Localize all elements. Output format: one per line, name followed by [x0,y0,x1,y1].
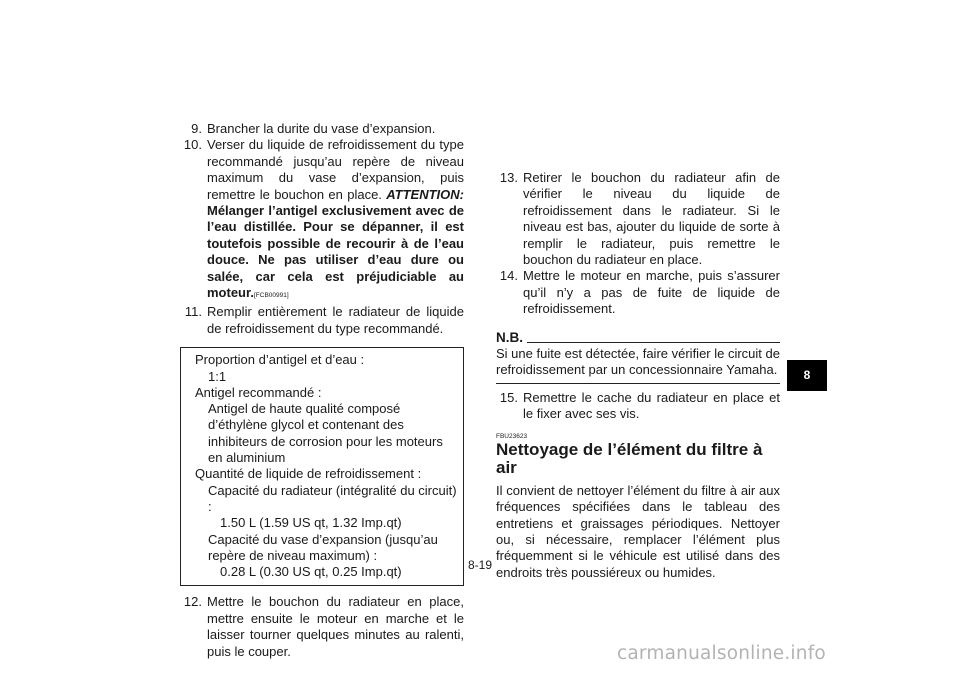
reservoir-capacity-value: 0.28 L (0.30 US qt, 0.25 Imp.qt) [220,564,402,580]
step-text: Remettre le cache du radiateur en place et le fixer avec ses vis. [523,389,780,422]
ratio-label: Proportion d’antigel et d’eau : [195,352,365,368]
section-body: Il convient de nettoyer l’élément du filtre à air aux fréquences spécifiées dans le tableau des entretiens et graissages périodiques. Nettoyer ou, si nécessaire, remplacer l’élément plus fréquemment si le véhicule est utilisé dans des endroits très poussiéreux ou humides. [496,482,780,580]
step-text: Mettre le moteur en marche, puis s’assurer qu’il n’y a pas de fuite de liquide de refroidissement. [523,268,780,317]
continued-text-spacer [496,121,780,170]
section-code: FBU23623 [496,432,528,440]
step-number: 9. [191,121,202,136]
step-text: Brancher la durite du vase d’expansion. [207,121,436,136]
attention-label: ATTENTION: [386,186,464,202]
step-text: Remplir entièrement le radiateur de liquide de refroidissement du type recommandé. [207,304,464,336]
right-column [496,121,780,581]
coolant-spec-box [180,347,464,586]
chapter-tab: 8 [787,360,827,391]
step-9 [180,121,464,137]
step-11 [180,304,464,337]
note-label: N.B. [496,329,523,345]
step-number: 11. [184,304,202,320]
radiator-capacity-label: Capacité du radiateur (intégralité du circuit) : [208,482,457,514]
step-number: 12. [183,594,202,610]
step-number: 10. [183,137,202,153]
radiator-capacity-value: 1.50 L (1.59 US qt, 1.32 Imp.qt) [220,515,402,531]
ratio-value: 1:1 [208,368,227,384]
note-rule [527,342,780,343]
step-number: 14. [499,268,518,284]
left-column [180,121,464,660]
step-text: Mettre le bouchon du radiateur en place, mettre ensuite le moteur en marche et le laisser tourner quelques minutes au ralenti, puis le couper. [207,594,464,659]
reservoir-capacity-label: Capacité du vase d’expansion (jusqu’au repère de niveau maximum) : [208,531,438,563]
step-text: Verser du liquide de refroidissement du type recommandé jusqu’au repère de niveau maximum du vase d’expansion, puis remettre le bouchon en place. [207,137,464,202]
page-number: 8-19 [467,558,493,572]
step-12 [180,594,464,660]
quantity-label: Quantité de liquide de refroidissement : [195,466,422,482]
watermark: carmanualsonline.info [617,643,826,664]
step-13 [496,170,780,268]
step-number: 13. [499,170,518,185]
antifreeze-value: Antigel de haute qualité composé d’éthylène glycol et contenant des inhibiteurs de corrosion pour les moteurs en aluminium [208,401,443,466]
antifreeze-label: Antigel recommandé : [195,384,322,400]
warning-code: [FCB00991] [253,292,289,300]
note-header [496,330,780,346]
note-text: Si une fuite est détectée, faire vérifier le circuit de refroidissement par un concessionnaire Yamaha. [496,346,780,378]
note-end-rule [496,383,780,384]
step-number: 15. [499,389,518,405]
step-10 [180,137,464,304]
note-block [496,330,780,384]
step-15 [496,390,780,423]
section-title: Nettoyage de l’élément du filtre à air [496,439,763,477]
attention-text: Mélanger l’antigel exclusivement avec de l’eau distillée. Pour se dépanner, il est toutefois possible de recourir à de l’eau douce. Ne pas utiliser d’eau dure ou salée, car cela est préjudiciable au moteur. [207,203,464,301]
step-text: Retirer le bouchon du radiateur afin de vérifier le niveau du liquide de refroidissement dans le radiateur. Si le niveau est bas, ajouter du liquide de sorte à remplir le radiateur, puis remettre le bouchon du radiateur en place. [523,170,780,268]
step-14 [496,268,780,317]
